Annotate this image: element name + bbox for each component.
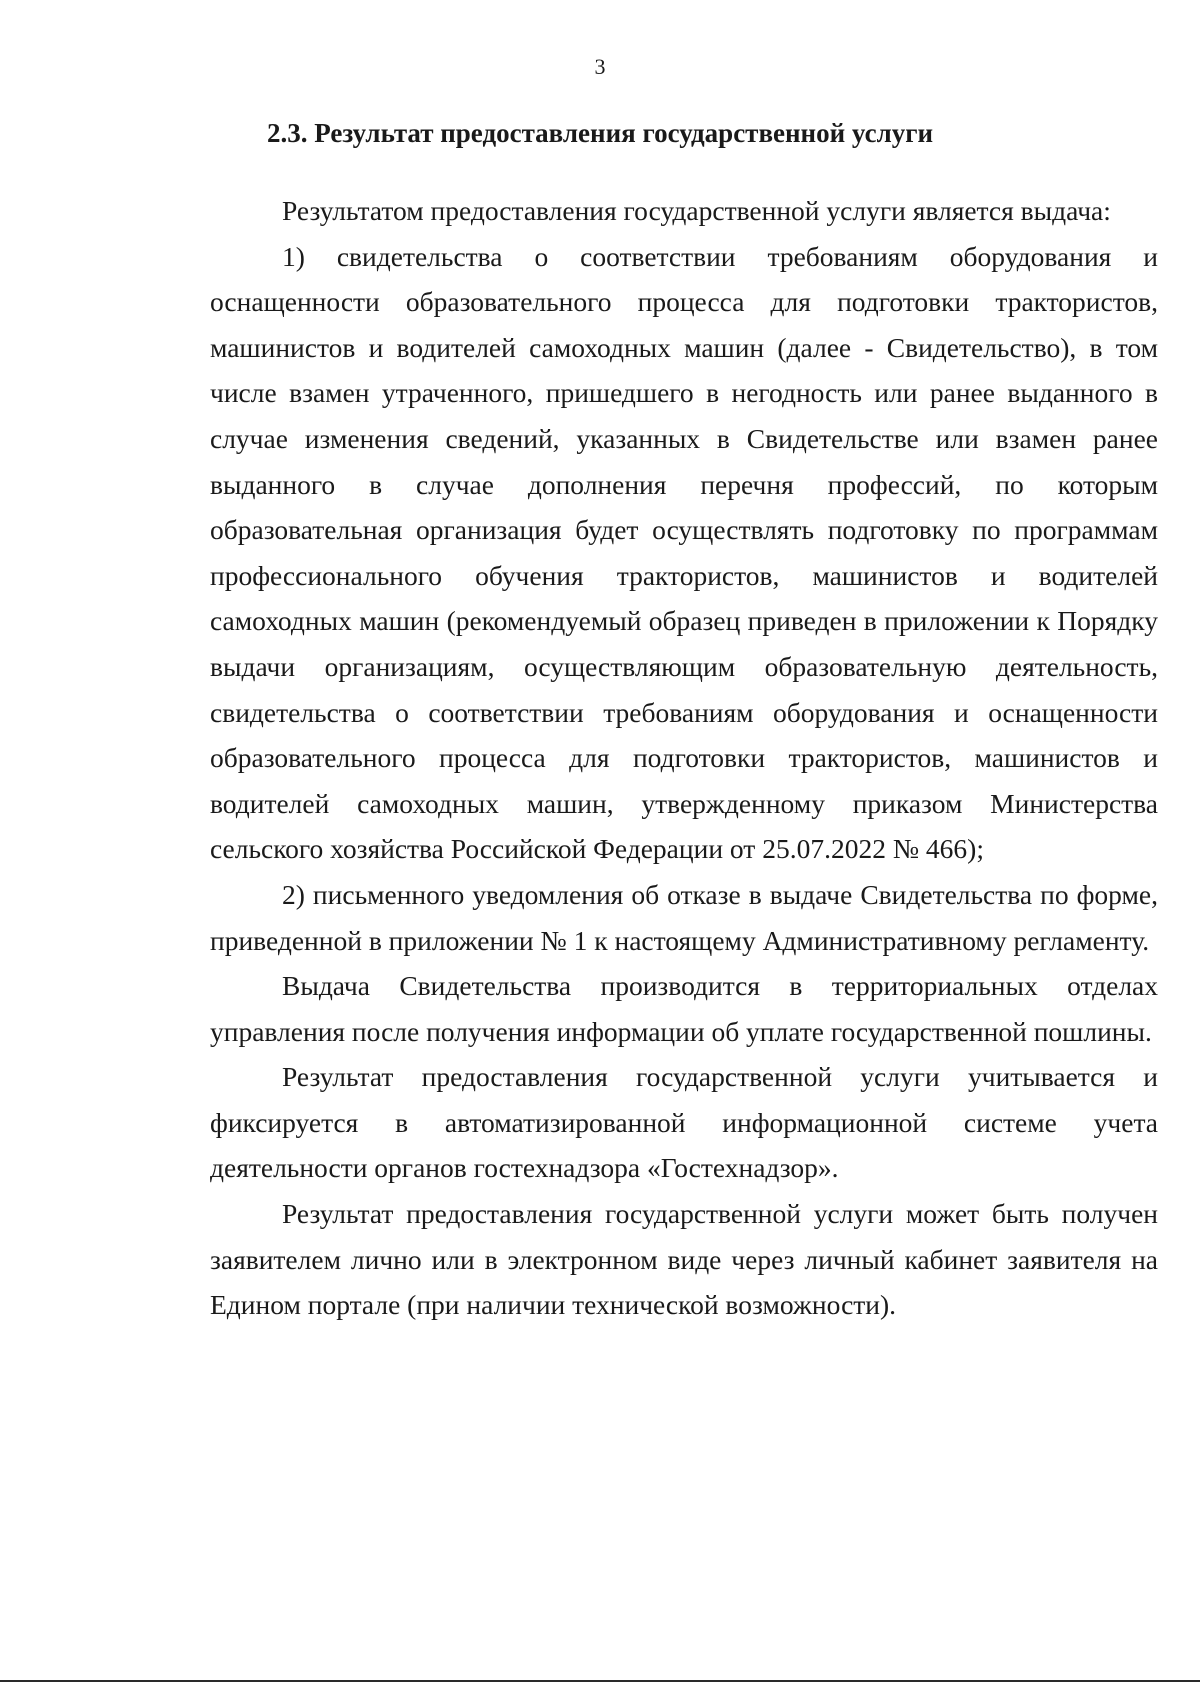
bottom-divider <box>0 1680 1200 1682</box>
page-number: 3 <box>594 54 606 79</box>
section-body <box>210 188 1158 1328</box>
paragraph-issuance: Выдача Свидетельства производится в территориальных отделах управления после получения информации об уплате государственной пошлины. <box>210 970 1158 1047</box>
paragraph-item-2: 2) письменного уведомления об отказе в выдаче Свидетельства по форме, приведенной в приложении № 1 к настоящему Административному регламенту. <box>210 878 1158 956</box>
paragraph-item-1: 1) свидетельства о соответствии требованиям оборудования и оснащенности образовательного процесса для подготовки трактористов, машинистов и водителей самоходных машин (далее - Свидетельство), в том числе взамен утраченного, пришедшего в негодность или ранее выданного в случае изменения сведений, указанных в Свидетельстве или взамен ранее выданного в случае дополнения перечня профессий, по которым образовательная организация будет осуществлять подготовку по программам профессионального обучения трактористов, машинистов и водителей самоходных машин (рекомендуемый образец приведен в приложении к Порядку выдачи организациям, осуществляющим образовательную деятельность, свидетельства о соответствии требованиям оборудования и оснащенности образовательного процесса для подготовки трактористов, машинистов и водителей самоходных машин, утвержденному приказом Министерства сельского хозяйства Российской Федерации от 25.07.2022 № 466); <box>210 240 1158 865</box>
section-heading: 2.3. Результат предоставления государственной услуги <box>266 118 934 148</box>
paragraph-recording: Результат предоставления государственной услуги учитывается и фиксируется в автоматизированной информационной системе учета деятельности органов гостехнадзора «Гостехнадзор». <box>210 1061 1158 1184</box>
paragraph-receipt: Результат предоставления государственной услуги может быть получен заявителем лично или в электронном виде через личный кабинет заявителя на Едином портале (при наличии технической возможности). <box>210 1198 1158 1321</box>
paragraph-intro: Результатом предоставления государственной услуги является выдача: <box>282 195 1111 226</box>
